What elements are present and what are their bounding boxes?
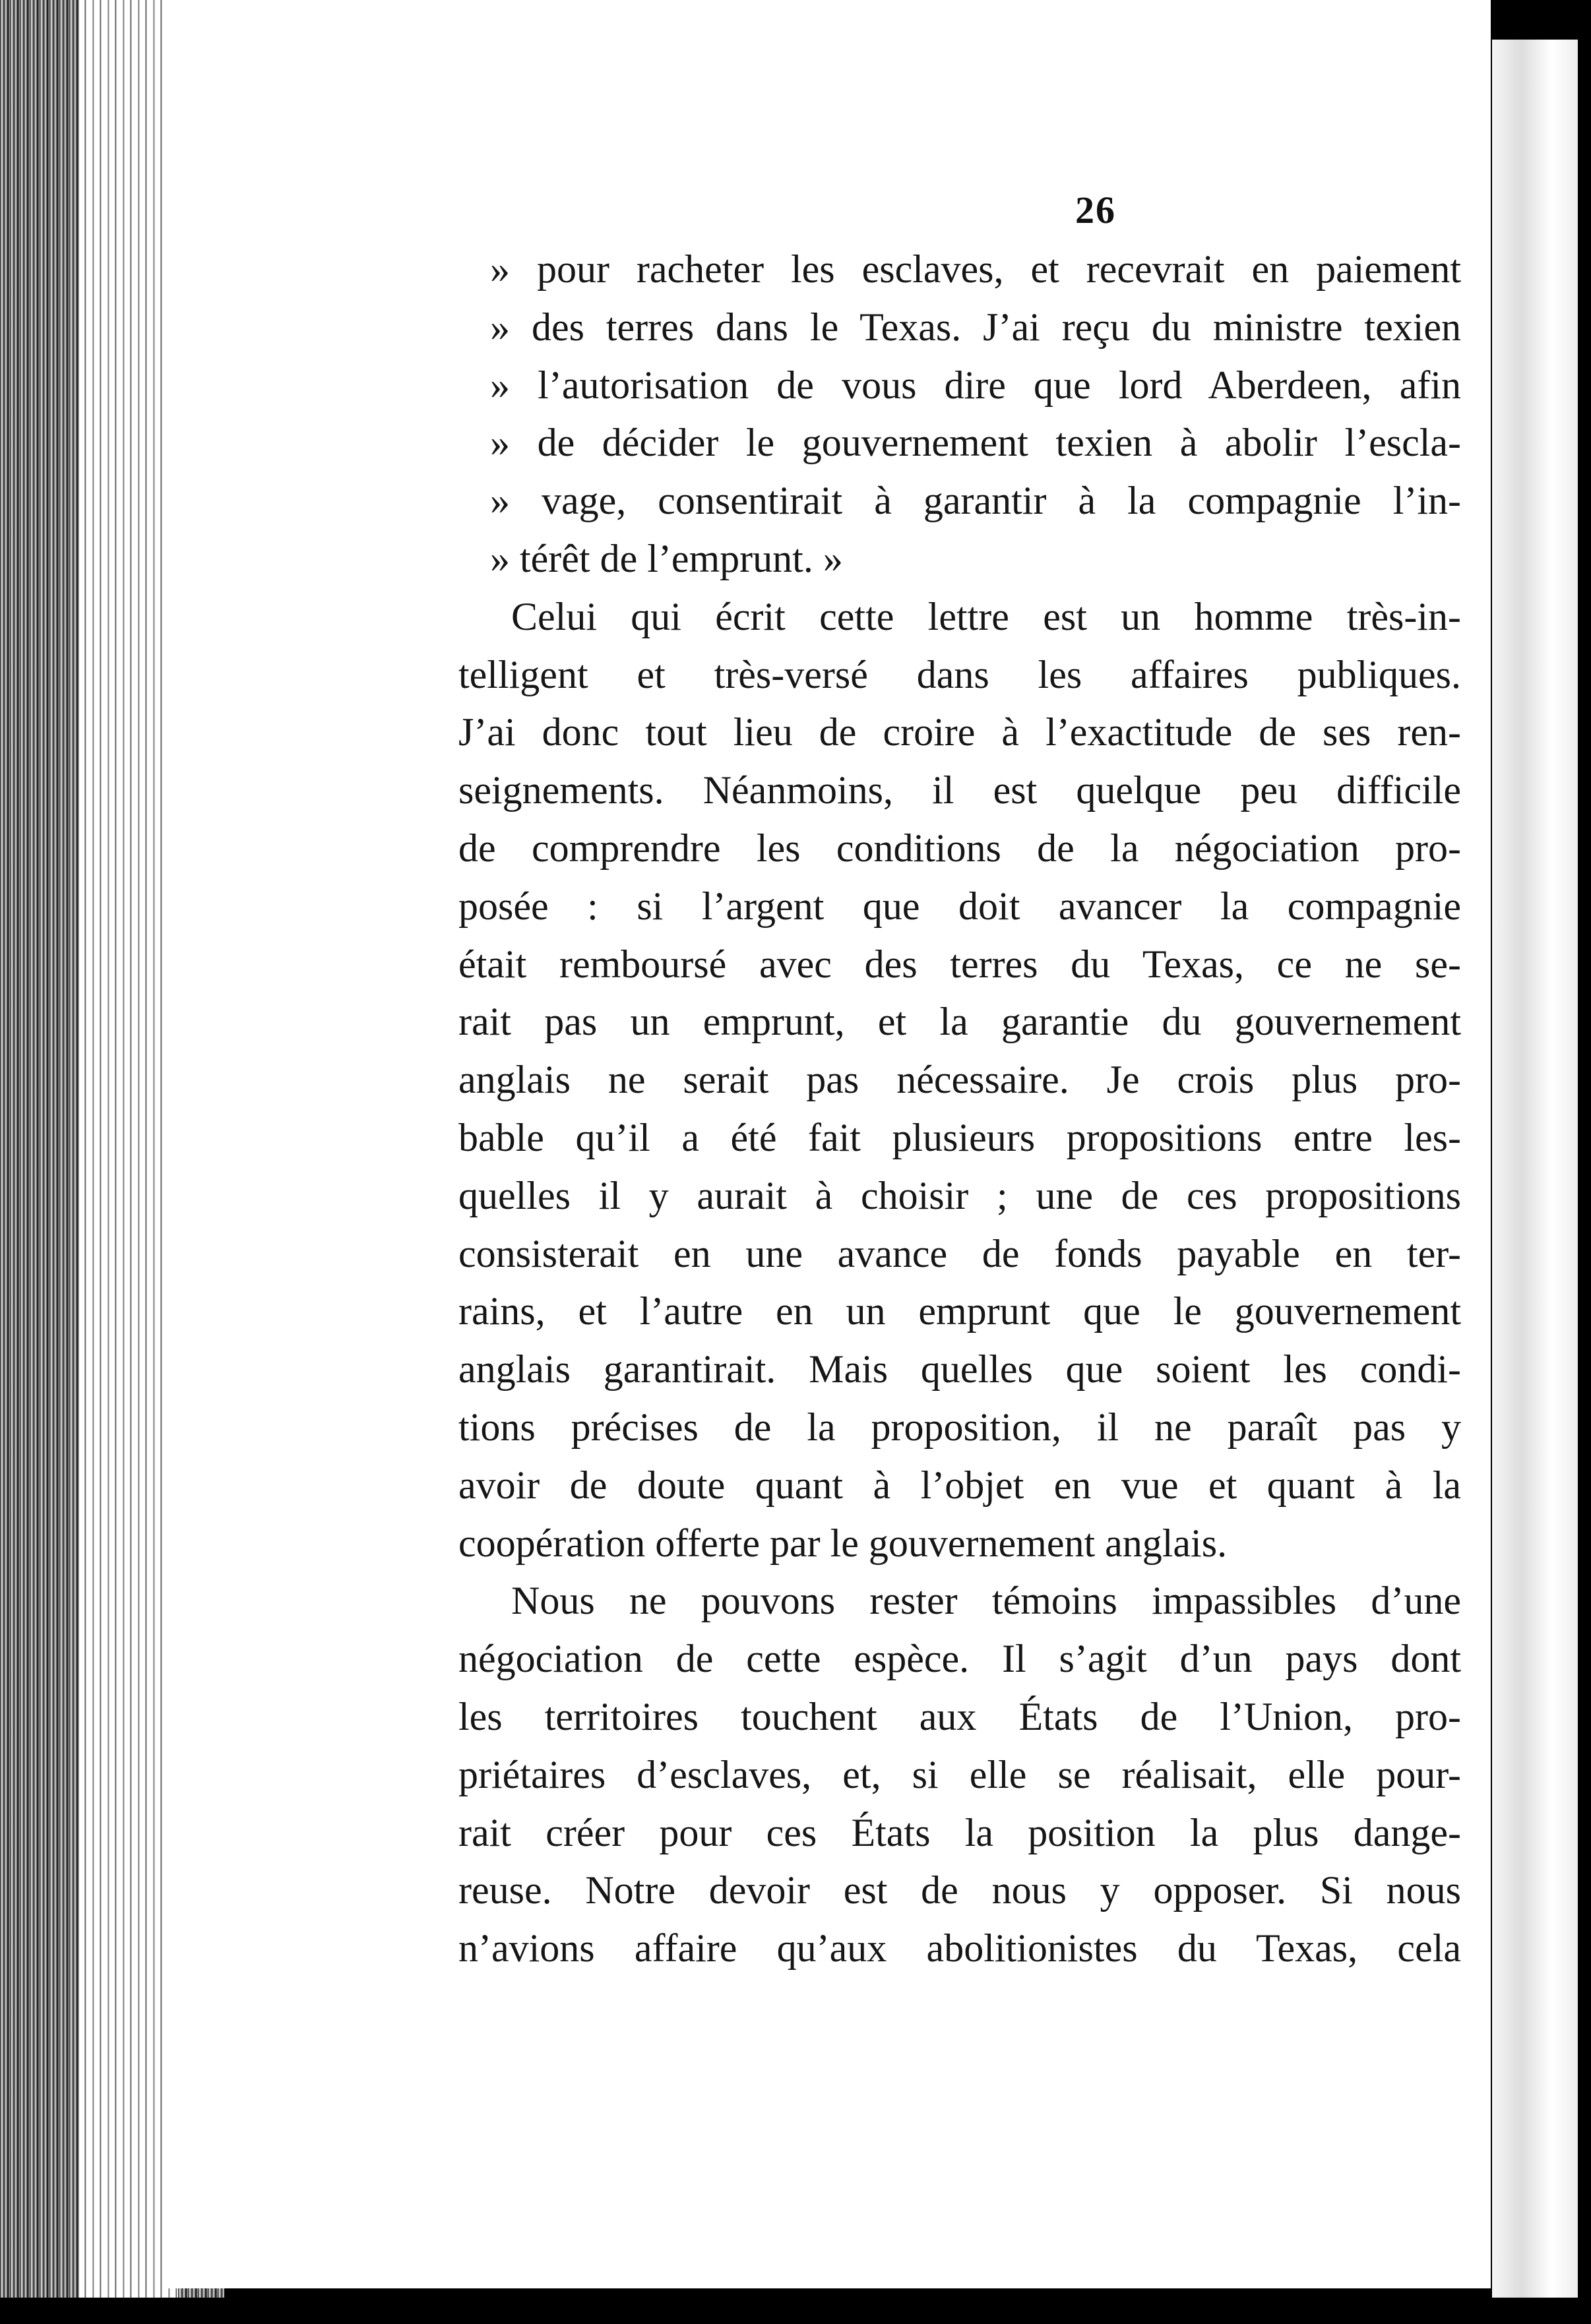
- scan-page-stack: [79, 0, 178, 2324]
- text-line-23: coopération offerte par le gouvernement anglais.: [458, 1521, 1228, 1565]
- text-line-28: rait créer pour ces États la position la plus dange-: [458, 1810, 1461, 1854]
- text-line-27: priétaires d’esclaves, et, si elle se réalisait, elle pour-: [458, 1752, 1461, 1796]
- text-line-9: J’ai donc tout lieu de croire à l’exactitude de ses ren-: [458, 710, 1461, 754]
- page-number: 26: [1075, 189, 1116, 231]
- text-line-4: » de décider le gouvernement texien à abolir l’escla-: [490, 421, 1461, 465]
- text-line-10: seignements. Néanmoins, il est quelque peu difficile: [458, 768, 1461, 812]
- text-line-25: négociation de cette espèce. Il s’agit d’un pays dont: [458, 1637, 1461, 1681]
- text-line-8: telligent et très-versé dans les affaires publiques.: [458, 652, 1461, 696]
- text-line-18: consisterait en une avance de fonds payable en ter-: [458, 1231, 1461, 1275]
- text-line-14: rait pas un emprunt, et la garantie du gouvernement: [458, 1000, 1461, 1044]
- text-line-24: Nous ne pouvons rester témoins impassibles d’une: [511, 1579, 1461, 1623]
- page-body-text: [458, 241, 1461, 1978]
- text-line-22: avoir de doute quant à l’objet en vue et quant à la: [458, 1463, 1461, 1507]
- text-line-29: reuse. Notre devoir est de nous y opposer. Si nous: [458, 1868, 1461, 1912]
- scan-right-margin: [1492, 0, 1591, 2324]
- text-line-3: » l’autorisation de vous dire que lord Aberdeen, afin: [490, 363, 1461, 407]
- text-line-13: était remboursé avec des terres du Texas, ce ne se-: [458, 942, 1461, 986]
- text-line-21: tions précises de la proposition, il ne paraît pas y: [458, 1405, 1461, 1449]
- text-line-19: rains, et l’autre en un emprunt que le gouvernement: [458, 1289, 1461, 1333]
- text-line-11: de comprendre les conditions de la négociation pro-: [458, 826, 1461, 870]
- scan-right-border: [1578, 0, 1591, 2324]
- text-line-17: quelles il y aurait à choisir ; une de ces propositions: [458, 1173, 1461, 1217]
- text-line-30: n’avions affaire qu’aux abolitionistes du Texas, cela: [458, 1926, 1461, 1971]
- text-line-16: bable qu’il a été fait plusieurs propositions entre les-: [458, 1115, 1461, 1159]
- text-line-12: posée : si l’argent que doit avancer la compagnie: [458, 884, 1461, 928]
- scan-top-corner: [1485, 0, 1591, 40]
- text-line-7: Celui qui écrit cette lettre est un homme très-in-: [511, 594, 1461, 638]
- scan-bottom-border: [0, 2298, 1591, 2324]
- text-line-6: » térêt de l’emprunt. »: [490, 536, 843, 580]
- text-line-1: » pour racheter les esclaves, et recevrait en paiement: [490, 247, 1461, 291]
- text-line-2: » des terres dans le Texas. J’ai reçu du ministre texien: [490, 305, 1461, 349]
- text-line-5: » vage, consentirait à garantir à la compagnie l’in-: [490, 479, 1461, 523]
- text-line-26: les territoires touchent aux États de l’Union, pro-: [458, 1694, 1461, 1738]
- text-line-15: anglais ne serait pas nécessaire. Je crois plus pro-: [458, 1058, 1461, 1102]
- text-line-20: anglais garantirait. Mais quelles que soient les condi-: [458, 1347, 1461, 1391]
